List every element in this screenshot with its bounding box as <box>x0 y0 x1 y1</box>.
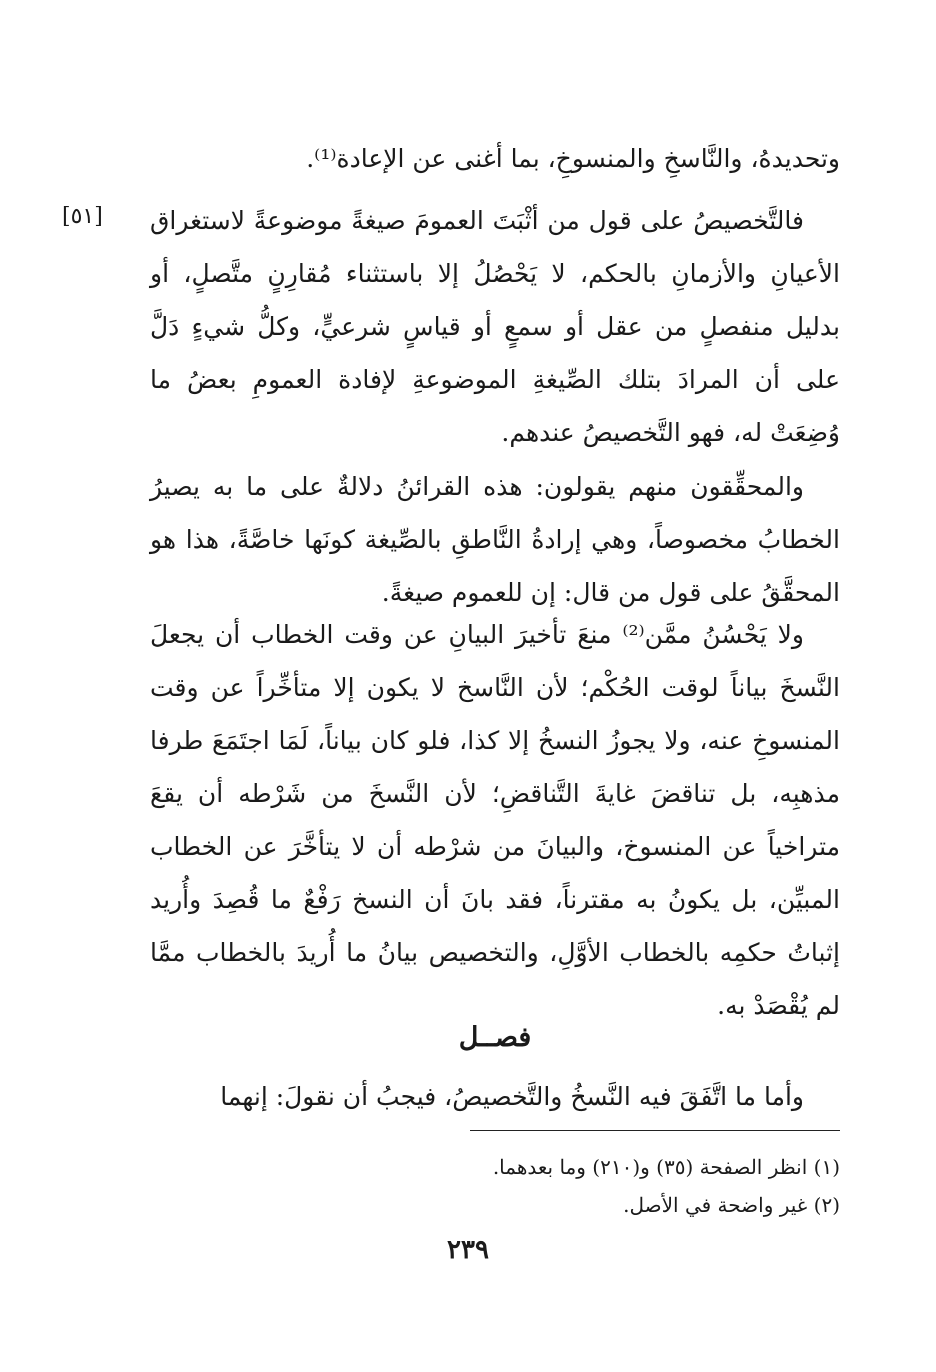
footnote-1: (١) انظر الصفحة (٣٥) و(٢١٠) وما بعدهما. <box>492 1155 840 1179</box>
paragraph-2-text: فالتَّخصيصُ على قول من أثْبَتَ العمومَ صيغةً موضوعةً لاستغراق الأعيانِ والأزمانِ بالحكم، لا يَحْصُلُ إلا باستثناء مُقارِنٍ متَّصلٍ، أو بدليل منفصلٍ من عقل أو سمعٍ أو قياسٍ شرعيٍّ، وكلُّ شيءٍ دَلَّ على أن المرادَ بتلك الصِّيغةِ الموضوعةِ لإفادة العمومِ بعضُ ما وُضِعَتْ له، فهو التَّخصيصُ عندهم. <box>150 206 840 447</box>
paragraph-2 <box>150 194 840 459</box>
paragraph-4 <box>150 608 840 1032</box>
margin-section-number: [٥١] <box>62 204 103 229</box>
paragraph-1 <box>150 132 840 185</box>
footnotes <box>150 1148 840 1224</box>
footnote-divider <box>470 1130 840 1131</box>
paragraph-3 <box>150 460 840 619</box>
paragraph-1-text: وتحديدهُ، والنَّاسخِ والمنسوخِ، بما أغنى عن الإعادة⁽¹⁾. <box>306 144 840 173</box>
paragraph-4-text: ولا يَحْسُنُ ممَّن⁽²⁾ منعَ تأخيرَ البيانِ عن وقت الخطاب أن يجعلَ النَّسخَ بياناً لوقت الحُكْم؛ لأن النَّاسخ لا يكون إلا متأخِّراً عن وقت المنسوخِ عنه، ولا يجوزُ النسخُ إلا كذا، فلو كان بياناً، لَمَا اجتَمَعَ طرفا مذهبِه، بل تناقضَ غايةَ التَّناقضِ؛ لأن النَّسخَ من شَرْطه أن يقعَ متراخياً عن المنسوخ، والبيانَ من شرْطه أن لا يتأخَّرَ عن الخطاب المبيِّن، بل يكونُ به مقترناً، فقد بانَ أن النسخ رَفْعٌ ما قُصِدَ وأُريد إثباتُ حكمِه بالخطاب الأوَّلِ، والتخصيص بيانُ ما أُريدَ بالخطاب ممَّا لم يُقْصَدْ به. <box>150 620 840 1020</box>
page-number: ٢٣٩ <box>447 1235 489 1265</box>
footnote-2: (٢) غير واضحة في الأصل. <box>623 1193 840 1217</box>
paragraph-3-text: والمحقِّقون منهم يقولون: هذه القرائنُ دلالةٌ على ما به يصيرُ الخطابُ مخصوصاً، وهي إرادةُ النَّاطقِ بالصِّيغة كونَها خاصَّةً، هذا هو المحقَّقُ على قول من قال: إن للعموم صيغةً. <box>150 472 840 607</box>
paragraph-5-text: وأما ما اتَّفَقَ فيه النَّسخُ والتَّخصيصُ، فيجبُ أن نقولَ: إنهما <box>220 1082 804 1111</box>
paragraph-5 <box>150 1070 840 1123</box>
section-heading: فصــل <box>458 1022 532 1053</box>
